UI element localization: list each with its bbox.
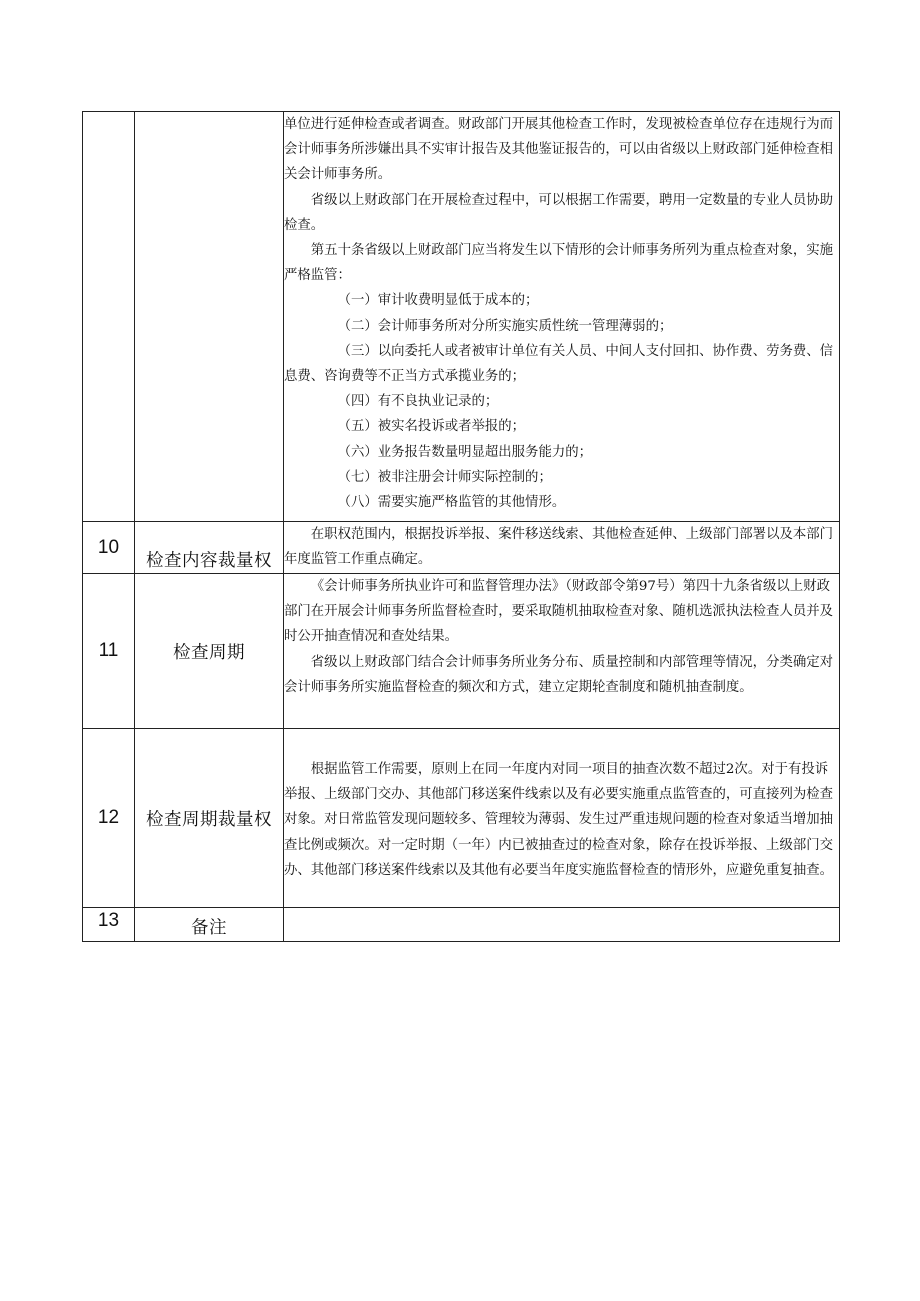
row-label-cell: 备注 <box>135 908 284 942</box>
row-number-cell <box>83 112 135 522</box>
row-label-cell: 检查周期 <box>135 574 284 729</box>
content-paragraph: 省级以上财政部门在开展检查过程中，可以根据工作需要，聘用一定数量的专业人员协助检查。 <box>284 192 834 233</box>
content-paragraph: 省级以上财政部门结合会计师事务所业务分布、质量控制和内部管理等情况，分类确定对会计师事务所实施监督检查的频次和方式，建立定期轮查制度和随机抽查制度。 <box>284 654 834 695</box>
list-item: （七）被非注册会计师实际控制的； <box>337 469 552 485</box>
row-number-cell: 13 <box>83 908 135 942</box>
row-content-cell <box>284 112 840 522</box>
row-number-cell: 12 <box>83 729 135 908</box>
content-paragraph: 根据监管工作需要，原则上在同一年度内对同一项目的抽查次数不超过2次。对于有投诉举报、上级部门交办、其他部门移送案件线索以及有必要实施重点监管查的，可直接列为检查对象。对日常监管发现问题较多、管理较为薄弱、发生过严重违规问题的检查对象适当增加抽查比例或频次。对一定时期（一年）内已被抽查过的检查对象，除存在投诉举报、上级部门交办、其他部门移送案件线索以及其他有必要当年度实施监督检查的情形外，应避免重复抽查。 <box>284 762 834 878</box>
list-item: （二）会计师事务所对分所实施实质性统一管理薄弱的； <box>337 318 673 334</box>
inspection-table <box>82 111 840 942</box>
list-item: （一）审计收费明显低于成本的； <box>337 293 539 309</box>
table-row-10 <box>83 522 840 574</box>
row-content-cell <box>284 729 840 908</box>
list-item: （三）以向委托人或者被审计单位有关人员、中间人支付回扣、协作费、劳务费、信息费、咨询费等不正当方式承揽业务的； <box>284 343 834 385</box>
row-label-cell <box>135 112 284 522</box>
row-content-cell <box>284 574 840 729</box>
content-paragraph: 单位进行延伸检查或者调查。财政部门开展其他检查工作时，发现被检查单位存在违规行为而会计师事务所涉嫌出具不实审计报告及其他鉴证报告的，可以由省级以上财政部门延伸检查相关会计师事务所。 <box>284 117 834 183</box>
content-paragraph: 《会计师事务所执业许可和监督管理办法》（财政部令第97号）第四十九条省级以上财政部门在开展会计师事务所监督检查时，要采取随机抽取检查对象、随机选派执法检查人员并及时公开抽查情况和查处结果。 <box>284 579 834 645</box>
content-paragraph: 第五十条省级以上财政部门应当将发生以下情形的会计师事务所列为重点检查对象，实施严格监管： <box>284 243 834 284</box>
row-content-cell <box>284 522 840 574</box>
row-number-cell: 11 <box>83 574 135 729</box>
row-label-cell: 检查内容裁量权 <box>135 522 284 574</box>
table-row-continuation <box>83 112 840 522</box>
table-row-13 <box>83 908 840 942</box>
table-row-11 <box>83 574 840 729</box>
list-item: （五）被实名投诉或者举报的； <box>337 419 526 435</box>
list-item: （六）业务报告数量明显超出服务能力的； <box>337 444 593 460</box>
table-row-12 <box>83 729 840 908</box>
list-item: （四）有不良执业记录的； <box>337 394 499 410</box>
list-item: （八）需要实施严格监管的其他情形。 <box>337 495 566 511</box>
row-content-cell <box>284 908 840 942</box>
row-number-cell: 10 <box>83 522 135 574</box>
row-label-cell: 检查周期裁量权 <box>135 729 284 908</box>
content-paragraph: 在职权范围内，根据投诉举报、案件移送线索、其他检查延伸、上级部门部署以及本部门年度监管工作重点确定。 <box>284 527 834 568</box>
